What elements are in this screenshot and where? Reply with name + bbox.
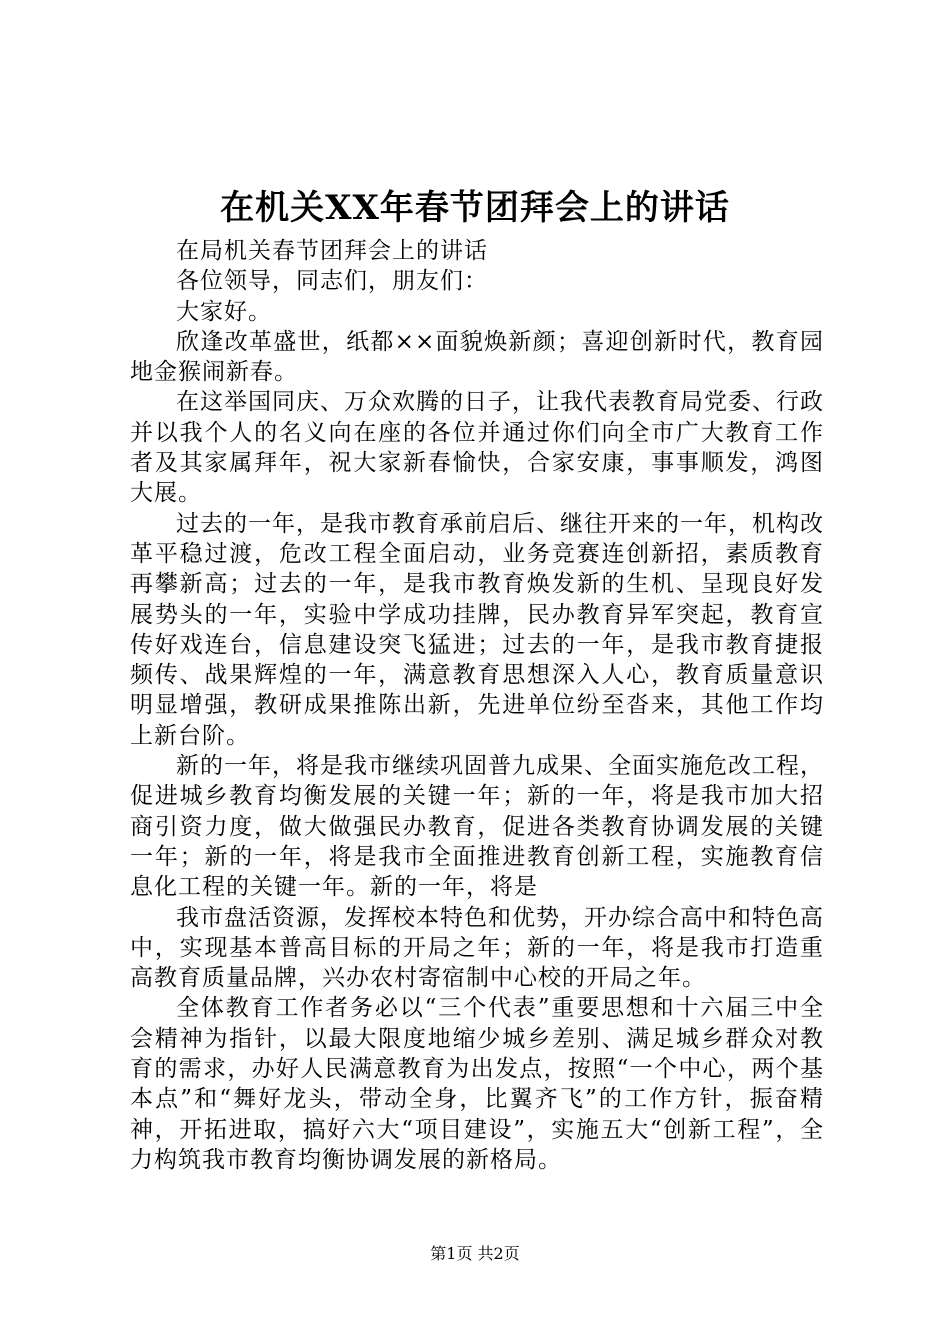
paragraph: 新的一年，将是我市继续巩固普九成果、全面实施危改工程，促进城乡教育均衡发展的关键一年；新的一年，将是我市加大招商引资力度，做大做强民办教育，促进各类教育协调发展的关键一年；新的一年，将是我市全面推进教育创新工程，实施教育信息化工程的关键一年。新的一年，将是 xyxy=(130,753,824,901)
document-body xyxy=(130,236,824,1175)
document-title: 在机关XX年春节团拜会上的讲话 xyxy=(220,188,730,228)
paragraph-salutation: 各位领导，同志们，朋友们： xyxy=(176,268,488,295)
paragraph: 欣逢改革盛世，纸都××面貌焕新颜；喜迎创新时代，教育园地金猴闹新春。 xyxy=(130,328,824,386)
paragraph-greeting: 大家好。 xyxy=(176,298,272,325)
paragraph: 我市盘活资源，发挥校本特色和优势，开办综合高中和特色高中，实现基本普高目标的开局之年；新的一年，将是我市打造重高教育质量品牌，兴办农村寄宿制中心校的开局之年。 xyxy=(130,904,824,992)
paragraph: 全体教育工作者务必以“三个代表”重要思想和十六届三中全会精神为指针，以最大限度地缩少城乡差别、满足城乡群众对教育的需求，办好人民满意教育为出发点，按照“一个中心，两个基本点”和“舞好龙头，带动全身，比翼齐飞”的工作方针，振奋精神，开拓进取，搞好六大“项目建设”，实施五大“创新工程”，全力构筑我市教育均衡协调发展的新格局。 xyxy=(130,995,824,1173)
paragraph: 在这举国同庆、万众欢腾的日子，让我代表教育局党委、行政并以我个人的名义向在座的各位并通过你们向全市广大教育工作者及其家属拜年，祝大家新春愉快，合家安康，事事顺发，鸿图大展。 xyxy=(130,389,824,507)
page-number-footer: 第1页 共2页 xyxy=(430,1244,520,1263)
paragraph-subtitle: 在局机关春节团拜会上的讲话 xyxy=(176,238,488,264)
paragraph: 过去的一年，是我市教育承前启后、继往开来的一年，机构改革平稳过渡，危改工程全面启动，业务竞赛连创新招，素质教育再攀新高；过去的一年，是我市教育焕发新的生机、呈现良好发展势头的一年，实验中学成功挂牌，民办教育异军突起，教育宣传好戏连台，信息建设突飞猛进；过去的一年，是我市教育捷报频传、战果辉煌的一年，满意教育思想深入人心，教育质量意识明显增强，教研成果推陈出新，先进单位纷至沓来，其他工作均上新台阶。 xyxy=(130,510,824,749)
